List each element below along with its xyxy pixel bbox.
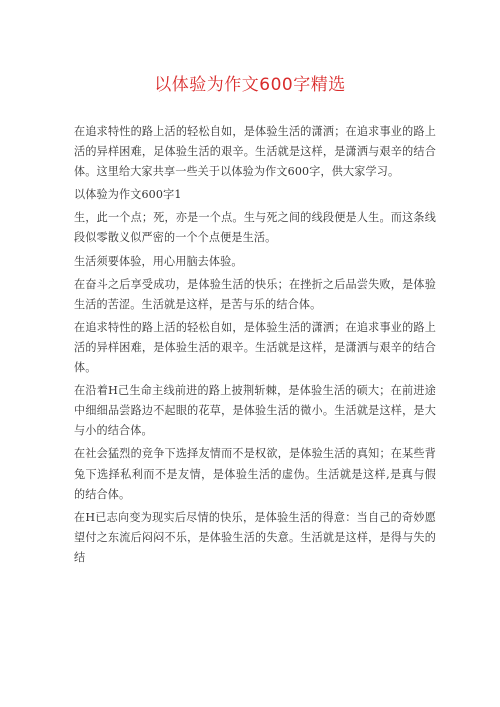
- paragraph: 在社会猛烈的竞争下选择友情而不是权欲，是体验生活的真知；在某些背兔下选择私利而不是友情，是体验生活的虚伪。生活就是这样,是真与假的结合体。: [74, 447, 436, 501]
- section-heading: 以体验为作文600字1: [74, 188, 182, 202]
- document-title: 以体验为作文600字精选: [154, 75, 346, 95]
- paragraph: 在追求特性的路上活的轻松自如，是体验生活的潇洒；在追求事业的路上活的异样困难，是体验生活的艰辛。生活就是这样，是潇洒与艰辛的结合体。: [74, 320, 436, 375]
- paragraph: 在沿着H己生命主线前进的路上披荆斩棘，是体验生活的硕大；在前进途中细细品尝路边不起眼的花草，是体验生活的微小。生活就是这样，是大与小的结合体。: [74, 384, 436, 438]
- paragraph: 在H已志向变为现实后尽情的快乐，是体验生活的得意：当自己的奇妙愿望付之东流后闷闷不乐，是体验生活的失意。生活就是这样，是得与失的结: [74, 510, 436, 564]
- document-body: [74, 122, 436, 571]
- paragraph: 生活须要体验，用心用脑去体验。: [74, 254, 243, 268]
- paragraph-intro: 在追求特性的路上活的轻松自如，是体验生活的潇洒；在追求事业的路上活的异样困难，足体验生活的艰辛。生活就是这样，是潇洒与艰辛的结合体。这里给大家共享一些关于以体验为作文600字，供大家学习。: [74, 125, 436, 179]
- paragraph: 在奋斗之后享受成功，是体验生活的快乐；在挫折之后品尝失败，是体验生活的苦涩。生活就是这样，是苦与乐的结合体。: [74, 277, 436, 311]
- paragraph: 生，此一个点；死，亦是一个点。生与死之间的线段便是人生。而这条线段似零散义似严密的一个个点便是生活。: [74, 211, 436, 245]
